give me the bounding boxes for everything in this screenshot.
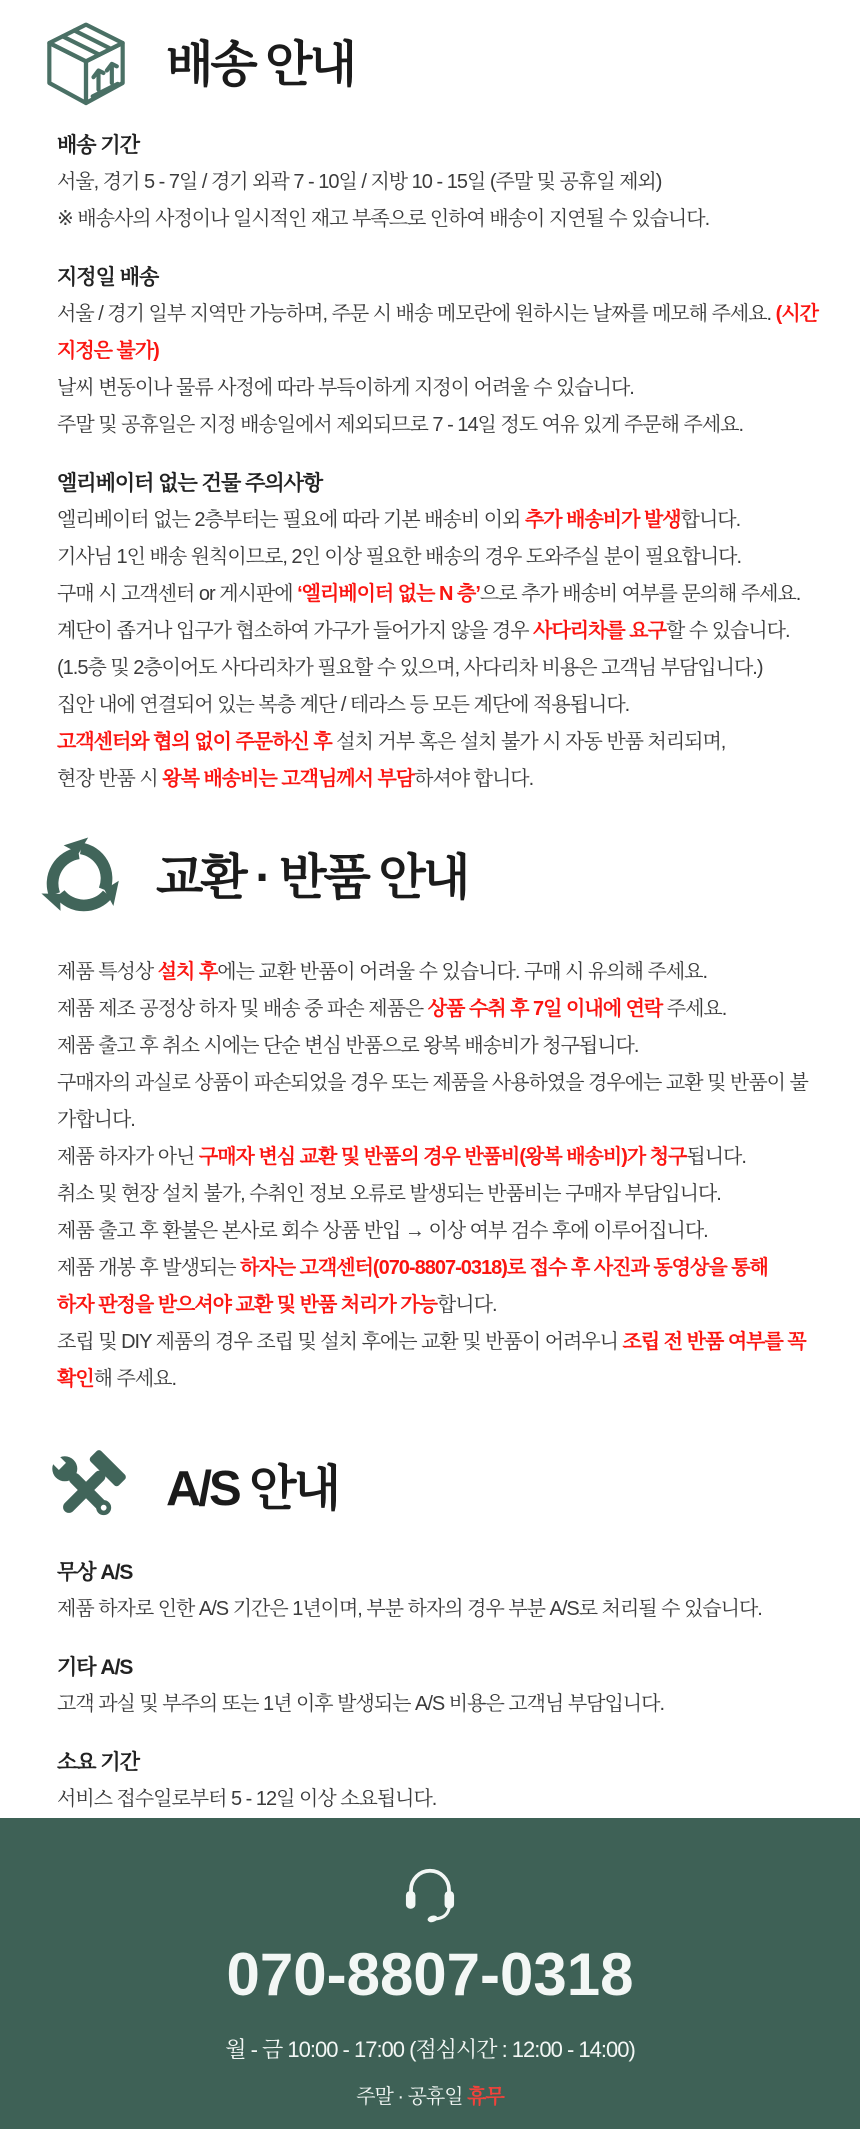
block-heading: 소요 기간 bbox=[57, 1751, 139, 1774]
plain-text: 합니다. bbox=[680, 509, 741, 531]
info-line bbox=[57, 407, 824, 444]
plain-text: 서울 / 경기 일부 지역만 가능하며, 주문 시 배송 메모란에 원하시는 날짜를 메모해 주세요. bbox=[57, 303, 776, 325]
highlighted-text: 왕복 배송비는 고객님께서 부담 bbox=[162, 768, 415, 790]
highlighted-text: ‘엘리베이터 없는 N 층’ bbox=[297, 583, 480, 605]
section-shipping-title-row bbox=[0, 0, 860, 113]
info-line bbox=[57, 650, 824, 687]
block-heading: 배송 기간 bbox=[57, 134, 139, 157]
section-exchange-title: 교환 · 반품 안내 bbox=[156, 851, 468, 906]
info-line bbox=[57, 502, 824, 539]
plain-text: 구매자의 과실로 상품이 파손되었을 경우 또는 제품을 사용하였을 경우에는 교환 및 반품이 불가합니다. bbox=[57, 1072, 808, 1131]
info-line bbox=[57, 613, 824, 650]
plain-text: 서비스 접수일로부터 5 - 12일 이상 소요됩니다. bbox=[57, 1788, 437, 1810]
highlighted-text: 하자 판정을 받으셔야 교환 및 반품 처리가 가능 bbox=[57, 1294, 437, 1316]
plain-text: 제품 개봉 후 발생되는 bbox=[57, 1257, 241, 1279]
info-line bbox=[57, 576, 824, 613]
plain-text: 취소 및 현장 설치 불가, 수취인 정보 오류로 발생되는 반품비는 구매자 부담입니다. bbox=[57, 1183, 721, 1205]
info-block bbox=[57, 954, 824, 1398]
closed-days-value: 휴무 bbox=[467, 2086, 504, 2108]
info-line bbox=[57, 1176, 824, 1213]
plain-text: 으로 추가 배송비 여부를 문의해 주세요. bbox=[479, 583, 801, 605]
plain-text: 엘리베이터 없는 2층부터는 필요에 따라 기본 배송비 이외 bbox=[57, 509, 525, 531]
closed-days bbox=[356, 2080, 504, 2109]
plain-text: 제품 출고 후 환불은 본사로 회수 상품 반입 → 이상 여부 검수 후에 이루어집니다. bbox=[57, 1220, 708, 1242]
info-block bbox=[57, 1554, 824, 1628]
highlighted-text: 추가 배송비가 발생 bbox=[524, 509, 681, 531]
info-line bbox=[57, 1781, 824, 1818]
footer-contact bbox=[0, 1818, 860, 2129]
info-line bbox=[57, 1591, 824, 1628]
plain-text: 서울, 경기 5 - 7일 / 경기 외곽 7 - 10일 / 지방 10 - 15일 (주말 및 공휴일 제외) bbox=[57, 171, 662, 193]
highlighted-text: 사다리차를 요구 bbox=[533, 620, 666, 642]
info-line bbox=[57, 1028, 824, 1065]
section-as bbox=[0, 1440, 860, 1818]
headset-icon bbox=[392, 1856, 468, 1931]
plain-text: 설치 거부 혹은 설치 불가 시 자동 반품 처리되며, bbox=[331, 731, 726, 753]
plain-text: 할 수 있습니다. bbox=[665, 620, 790, 642]
plain-text: 하셔야 합니다. bbox=[414, 768, 534, 790]
plain-text: 조립 및 DIY 제품의 경우 조립 및 설치 후에는 교환 및 반품이 어려우니 bbox=[57, 1331, 623, 1353]
plain-text: 합니다. bbox=[436, 1294, 497, 1316]
plain-text: 현장 반품 시 bbox=[57, 768, 163, 790]
info-block bbox=[57, 127, 824, 238]
info-line bbox=[57, 296, 824, 370]
section-as-title: A/S 안내 bbox=[166, 1462, 338, 1517]
plain-text: 집안 내에 연결되어 있는 복층 계단 / 테라스 등 모든 계단에 적용됩니다. bbox=[57, 694, 630, 716]
info-line bbox=[57, 539, 824, 576]
plain-text: 해 주세요. bbox=[93, 1368, 177, 1390]
info-line bbox=[57, 370, 824, 407]
highlighted-text: 설치 후 bbox=[157, 961, 218, 983]
tools-icon bbox=[36, 1440, 136, 1540]
info-block bbox=[57, 1744, 824, 1818]
info-line bbox=[57, 1139, 824, 1176]
highlighted-text: 고객센터와 협의 없이 주문하신 후 bbox=[57, 731, 332, 753]
section-shipping bbox=[0, 0, 860, 798]
section-exchange-body bbox=[0, 954, 860, 1398]
plain-text: 제품 하자로 인한 A/S 기간은 1년이며, 부분 하자의 경우 부분 A/S로 처리될 수 있습니다. bbox=[57, 1598, 762, 1620]
plain-text: 제품 하자가 아닌 bbox=[57, 1146, 199, 1168]
box-icon bbox=[36, 18, 136, 113]
info-block bbox=[57, 1649, 824, 1723]
business-hours: 월 - 금 10:00 - 17:00 (점심시간 : 12:00 - 14:00) bbox=[225, 2037, 635, 2062]
info-line bbox=[57, 724, 824, 761]
highlighted-text: 상품 수취 후 7일 이내에 연락 bbox=[427, 998, 663, 1020]
info-line bbox=[57, 1686, 824, 1723]
highlighted-text: 하자는 고객센터(070-8807-0318)로 접수 후 사진과 동영상을 통해 bbox=[240, 1257, 768, 1279]
plain-text: 주말 및 공휴일은 지정 배송일에서 제외되므로 7 - 14일 정도 여유 있게 주문해 주세요. bbox=[57, 414, 744, 436]
info-block bbox=[57, 465, 824, 798]
block-heading: 기타 A/S bbox=[57, 1656, 133, 1679]
block-heading: 지정일 배송 bbox=[57, 266, 159, 289]
block-heading: 무상 A/S bbox=[57, 1561, 133, 1584]
info-line bbox=[57, 954, 824, 991]
section-exchange bbox=[0, 834, 860, 1398]
section-shipping-title: 배송 안내 bbox=[166, 37, 354, 92]
section-shipping-body bbox=[0, 127, 860, 798]
plain-text: 주세요. bbox=[662, 998, 727, 1020]
recycle-icon bbox=[36, 834, 126, 924]
plain-text: 계단이 좁거나 입구가 협소하여 가구가 들어가지 않을 경우 bbox=[57, 620, 534, 642]
highlighted-text: 조립 전 반품 여부를 꼭 확인 bbox=[57, 1331, 806, 1390]
highlighted-text: 구매자 변심 교환 및 반품의 경우 반품비(왕복 배송비)가 청구 bbox=[198, 1146, 687, 1168]
info-line bbox=[57, 1065, 824, 1139]
info-line bbox=[57, 1250, 824, 1287]
plain-text: 에는 교환 반품이 어려울 수 있습니다. 구매 시 유의해 주세요. bbox=[217, 961, 708, 983]
plain-text: 구매 시 고객센터 or 게시판에 bbox=[57, 583, 298, 605]
info-line bbox=[57, 761, 824, 798]
closed-days-label: 주말 · 공휴일 bbox=[356, 2086, 468, 2108]
block-heading: 엘리베이터 없는 건물 주의사항 bbox=[57, 472, 323, 495]
info-line bbox=[57, 687, 824, 724]
section-exchange-title-row bbox=[0, 834, 860, 924]
plain-text: 고객 과실 및 부주의 또는 1년 이후 발생되는 A/S 비용은 고객님 부담입니다. bbox=[57, 1693, 664, 1715]
info-line bbox=[57, 201, 824, 238]
plain-text: 제품 특성상 bbox=[57, 961, 158, 983]
info-line bbox=[57, 1324, 824, 1398]
plain-text: 됩니다. bbox=[686, 1146, 746, 1168]
plain-text: (1.5층 및 2층이어도 사다리차가 필요할 수 있으며, 사다리차 비용은 고객님 부담입니다.) bbox=[57, 657, 763, 679]
phone-number: 070-8807-0318 bbox=[226, 1941, 634, 2008]
info-line bbox=[57, 1213, 824, 1250]
section-as-body bbox=[0, 1554, 860, 1818]
plain-text: 날씨 변동이나 물류 사정에 따라 부득이하게 지정이 어려울 수 있습니다. bbox=[57, 377, 634, 399]
highlighted-text: (시간 지정은 불가) bbox=[57, 303, 818, 362]
info-line bbox=[57, 991, 824, 1028]
plain-text: 제품 제조 공정상 하자 및 배송 중 파손 제품은 bbox=[57, 998, 428, 1020]
info-block bbox=[57, 259, 824, 444]
info-line bbox=[57, 1287, 824, 1324]
info-line bbox=[57, 164, 824, 201]
plain-text: 기사님 1인 배송 원칙이므로, 2인 이상 필요한 배송의 경우 도와주실 분이 필요합니다. bbox=[57, 546, 742, 568]
plain-text: 제품 출고 후 취소 시에는 단순 변심 반품으로 왕복 배송비가 청구됩니다. bbox=[57, 1035, 639, 1057]
section-as-title-row bbox=[0, 1440, 860, 1540]
plain-text: ※ 배송사의 사정이나 일시적인 재고 부족으로 인하여 배송이 지연될 수 있습니다. bbox=[57, 208, 710, 230]
